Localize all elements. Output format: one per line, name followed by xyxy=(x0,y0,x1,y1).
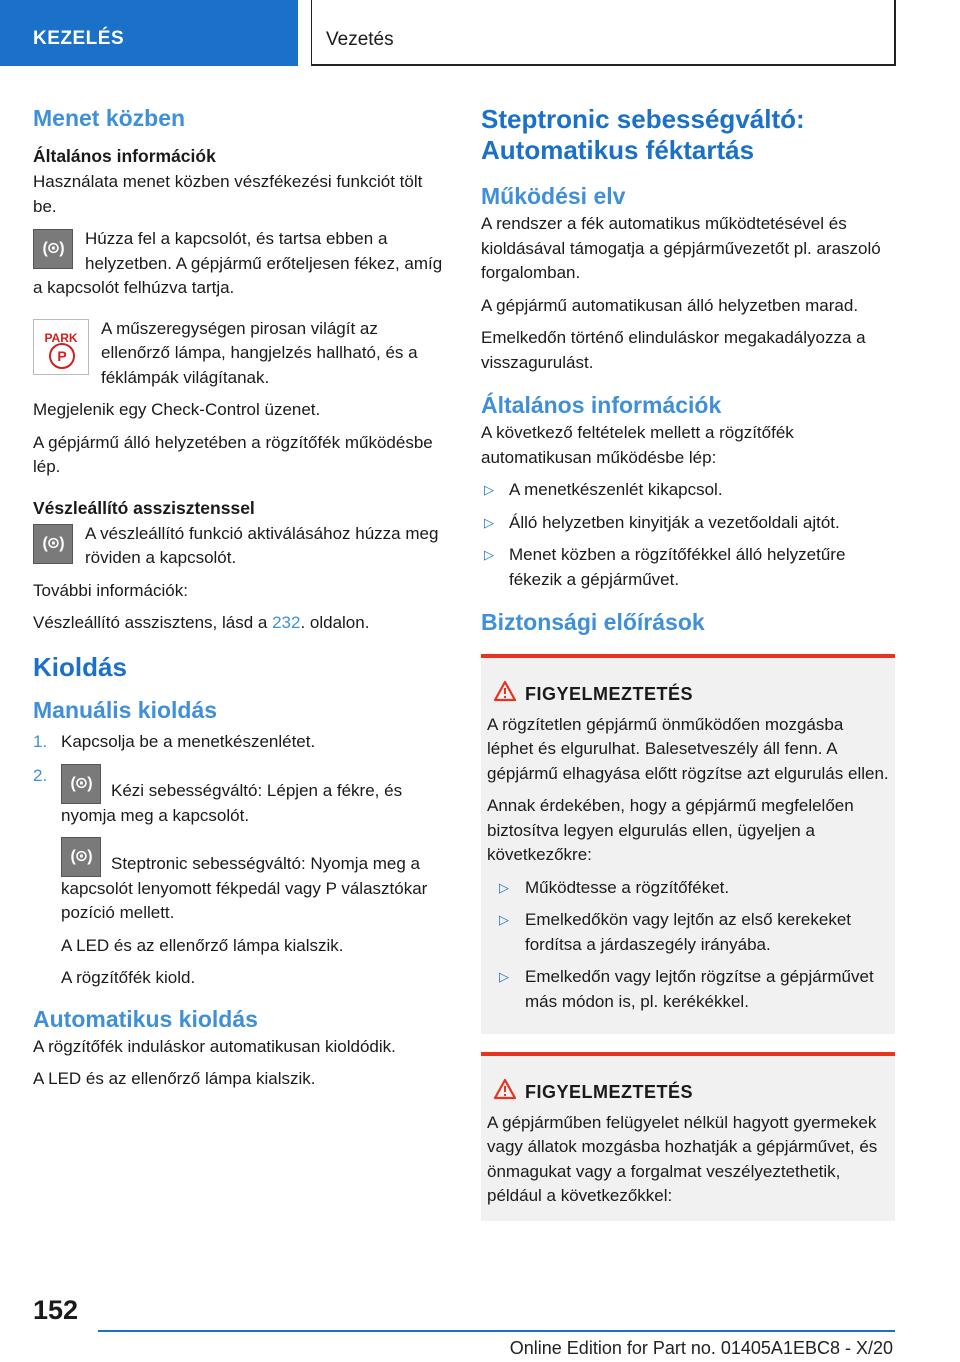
right-column xyxy=(481,96,895,1235)
heading-altalanos-informaciok-2: Általános információk xyxy=(481,392,722,418)
parking-brake-switch-icon xyxy=(33,229,73,269)
heading-automatikus-kioldas: Automatikus kioldás xyxy=(33,1005,258,1032)
triangle-bullet-icon: ▷ xyxy=(499,912,509,927)
warning-list xyxy=(487,876,889,1015)
step-number: 1. xyxy=(33,731,48,751)
paragraph-tovabbi: További információk: xyxy=(33,580,188,600)
left-column xyxy=(33,96,443,1100)
instruction-pull-switch xyxy=(33,227,443,301)
warning-box-2 xyxy=(481,1052,895,1221)
warning-paragraph: A rögzítetlen gépjármű önműködően mozgásba léphet és elgurulhat. Balesetveszély áll fenn. A gépjármű elhagyása előtt rögzítse azt elgurulás ellen. xyxy=(487,714,889,783)
footer-edition: Online Edition for Part no. 01405A1EBC8 - X/20 xyxy=(509,1338,893,1358)
step-text: Kézi sebességváltó: Lépjen a fékre, és nyomja meg a kapcsolót. xyxy=(61,781,403,825)
paragraph-auto2: A LED és az ellenőrző lámpa kialszik. xyxy=(33,1069,316,1088)
list-item: ▷ Álló helyzetben kinyitják a vezetőoldali ajtót. xyxy=(481,511,895,536)
list-item: ▷ Emelkedőkön vagy lejtőn az első kerekeket fordítsa a járdaszegély irányába. xyxy=(499,910,852,954)
parking-brake-switch-icon xyxy=(61,837,101,877)
paragraph-steptronic: Steptronic sebességváltó: Nyomja meg a kapcsolót lenyomott fékpedál vagy P választókar pozíció mellett. xyxy=(61,853,428,922)
instruction-veszleallito xyxy=(33,522,443,571)
paragraph-gepjarmu-allo: A gépjármű álló helyzetében a rögzítőfék működésbe lép. xyxy=(33,432,433,476)
instruction-park-lamp xyxy=(33,317,443,391)
chapter-title: Vezetés xyxy=(326,29,394,50)
triangle-bullet-icon: ▷ xyxy=(499,969,509,984)
conditions-list xyxy=(481,478,895,592)
paragraph-megjelenik: Megjelenik egy Check-Control üzenet. xyxy=(33,400,321,419)
paragraph-muszer: A műszeregységen pirosan világít az ellenőrző lámpa, hangjelzés hallható, és a féklámpák világítanak. xyxy=(101,318,418,387)
warning-paragraph: A gépjárműben felügyelet nélkül hagyott gyermekek vagy állatok mozgásba hozhatják a gépjárművet, és önmagukat vagy a forgalmat veszélyeztethetik, például a következőkkel: xyxy=(487,1112,878,1205)
parking-brake-switch-icon xyxy=(61,764,101,804)
section-tab xyxy=(0,0,298,66)
warning-title: FIGYELMEZTETÉS xyxy=(487,682,889,707)
paragraph-automatikusan: A gépjármű automatikusan álló helyzetben marad. xyxy=(481,295,859,315)
park-warning-lamp-icon xyxy=(33,319,89,375)
list-item: ▷ Emelkedőn vagy lejtőn rögzítse a gépjárművet más módon is, pl. kerékékkel. xyxy=(499,967,874,1011)
list-item xyxy=(33,764,443,991)
warning-title: FIGYELMEZTETÉS xyxy=(487,1080,889,1105)
park-lamp-symbol: P xyxy=(49,343,75,369)
reference-prefix: Vészleállító asszisztens, lásd a xyxy=(33,613,273,632)
park-lamp-label: PARK xyxy=(44,330,78,345)
section-title: KEZELÉS xyxy=(33,28,125,49)
step-text: Kapcsolja be a menetkészenlétet. xyxy=(61,731,316,751)
page-link-232[interactable]: 232 xyxy=(272,613,301,632)
heading-steptronic-fektartas: Steptronic sebességváltó: Automatikus féktartás xyxy=(481,104,805,165)
heading-menet-kozben: Menet közben xyxy=(33,105,186,131)
parking-brake-switch-icon xyxy=(33,524,73,564)
triangle-bullet-icon: ▷ xyxy=(484,547,494,562)
paragraph-reference xyxy=(33,611,443,636)
chapter-tab xyxy=(311,0,896,66)
reference-suffix: . oldalon. xyxy=(300,613,370,632)
release-steps xyxy=(33,730,443,991)
paragraph-huzza: Húzza fel a kapcsolót, és tartsa ebben a helyzetben. A gépjármű erőteljesen fékez, amíg a kapcsolót felhúzva tartja. xyxy=(33,229,443,297)
footer-divider xyxy=(98,1330,895,1332)
paragraph-emelkedon: Emelkedőn történő elinduláskor megakadályozza a visszagurulást. xyxy=(481,328,866,372)
heading-veszleallito: Vészleállító asszisztenssel xyxy=(33,497,255,518)
heading-kioldas: Kioldás xyxy=(33,651,127,682)
list-item: ▷ A menetkészenlét kikapcsol. xyxy=(481,478,895,503)
paragraph-kovetkezo: A következő feltételek mellett a rögzítőfék automatikusan működésbe lép: xyxy=(481,423,794,467)
heading-biztonsagi-eloirasok: Biztonsági előírások xyxy=(481,609,705,635)
warning-box-1 xyxy=(481,654,895,1034)
triangle-bullet-icon: ▷ xyxy=(484,514,494,530)
heading-mukodesi-elv: Működési elv xyxy=(481,183,626,209)
warning-triangle-icon xyxy=(493,1078,517,1107)
paragraph-hasznalata: Használata menet közben vészfékezési funkciót tölt be. xyxy=(33,172,423,216)
list-item xyxy=(33,730,443,755)
list-item: ▷ Menet közben a rögzítőfékkel álló helyzetűre fékezik a gépjárművet. xyxy=(484,545,846,589)
paragraph-led: A LED és az ellenőrző lámpa kialszik. xyxy=(61,935,344,955)
heading-altalanos-informaciok: Általános információk xyxy=(33,146,216,166)
paragraph-rendszer: A rendszer a fék automatikus működtetésével és kioldásával támogatja a gépjárművezetőt pl. araszoló forgalomban. xyxy=(481,214,881,282)
paragraph-auto1: A rögzítőfék induláskor automatikusan kioldódik. xyxy=(33,1036,396,1056)
heading-manualis-kioldas: Manuális kioldás xyxy=(33,696,218,723)
warning-triangle-icon xyxy=(493,680,517,709)
warning-paragraph: Annak érdekében, hogy a gépjármű megfelelően biztosítva legyen elgurulás ellen, ügyeljen a következőkre: xyxy=(487,796,854,864)
steptronic-instruction xyxy=(61,837,443,926)
paragraph-veszleallito: A vészleállító funkció aktiválásához húzza meg röviden a kapcsolót. xyxy=(85,523,439,567)
step-number: 2. xyxy=(33,766,48,785)
page-number: 152 xyxy=(33,1295,79,1325)
paragraph-rogzito-kiold: A rögzítőfék kiold. xyxy=(61,968,196,987)
triangle-bullet-icon: ▷ xyxy=(499,879,509,895)
list-item: ▷ Működtesse a rögzítőféket. xyxy=(487,876,889,901)
triangle-bullet-icon: ▷ xyxy=(484,482,494,497)
